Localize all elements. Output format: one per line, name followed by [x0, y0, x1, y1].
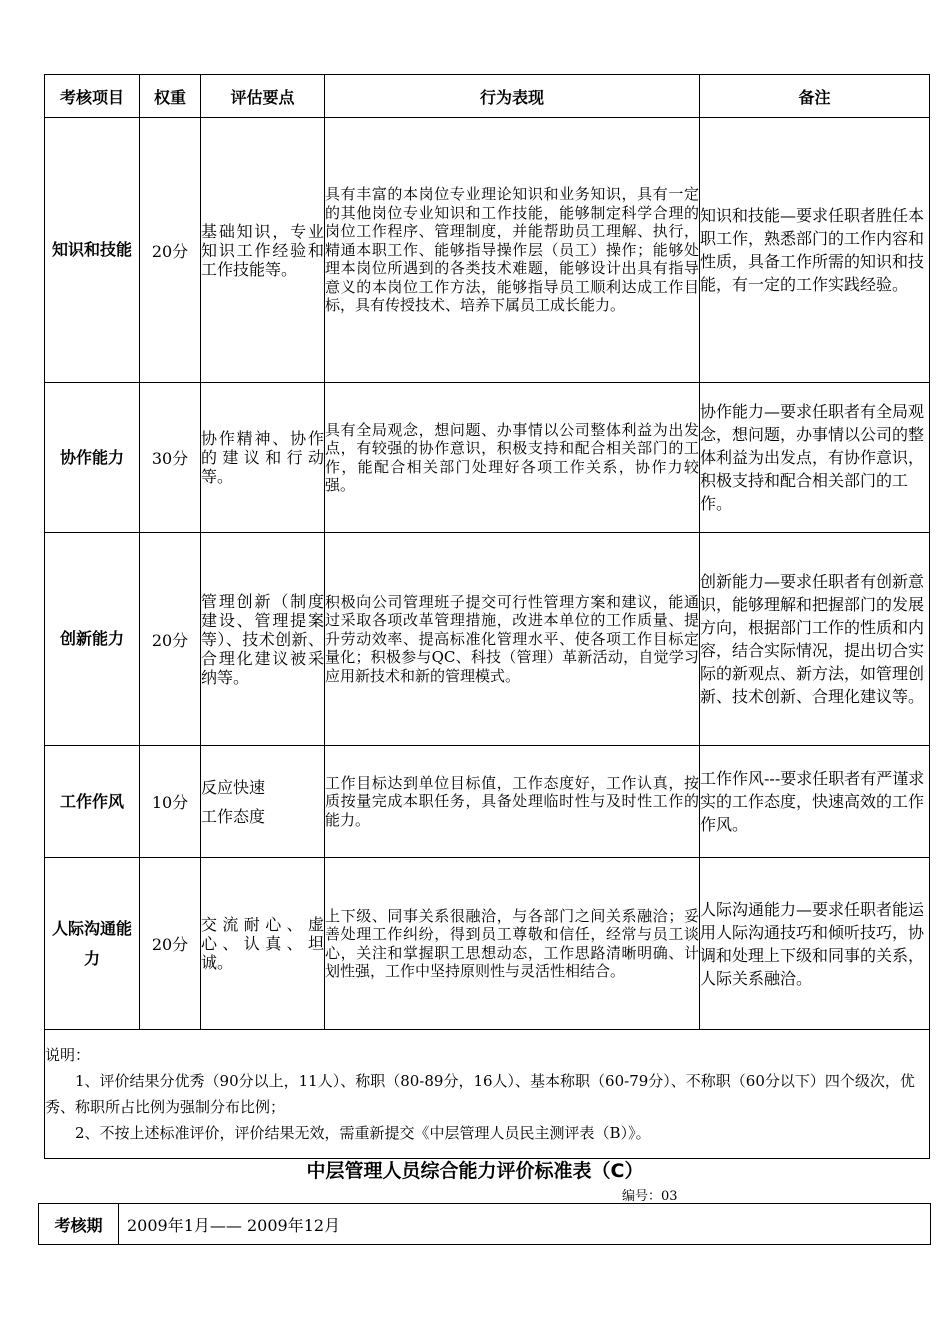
header-row: [45, 75, 930, 118]
explanation-heading: 说明：: [45, 1046, 91, 1064]
note-cell: 创新能力—要求任职者有创新意识，能够理解和把握部门的发展方向，根据部门工作的性质和内容，结合实际情况，提出切合实际的新观点、新方法，如管理创新、技术创新、合理化建议等。: [700, 533, 930, 746]
item-cell: 协作能力: [45, 383, 140, 533]
weight-cell: 20分: [140, 118, 201, 383]
item-cell: 工作作风: [45, 746, 140, 858]
weight-cell: 30分: [140, 383, 201, 533]
points-line: 工作态度: [201, 806, 266, 826]
note-cell: 工作作风---要求任职者有严谨求实的工作态度，快速高效的工作作风。: [700, 746, 930, 858]
header-note: 备注: [700, 75, 930, 118]
explanation-line-1: 1、评价结果分优秀（90分以上，11人）、称职（80-89分，16人）、基本称职（60-79分）、不称职（60分以下）四个级次，优秀、称职所占比例为强制分布比例；: [45, 1072, 915, 1116]
points-cell: [201, 746, 325, 858]
item-cell: 创新能力: [45, 533, 140, 746]
header-item: 考核项目: [45, 75, 140, 118]
page-title: 中层管理人员综合能力评价标准表（C）: [306, 1160, 644, 1182]
behavior-cell: 工作目标达到单位目标值，工作态度好，工作认真，按质按量完成本职任务，具备处理临时性与及时性工作的能力。: [325, 746, 700, 858]
weight-cell: 20分: [140, 533, 201, 746]
table-row: [45, 858, 930, 1030]
form-code: 编号：03: [622, 1189, 678, 1204]
behavior-cell: 具有全局观念，想问题、办事情以公司整体利益为出发点，有较强的协作意识，积极支持和配合相关部门的工作，能配合相关部门处理好各项工作关系，协作力较强。: [325, 383, 700, 533]
header-points: 评估要点: [201, 75, 325, 118]
period-value: 2009年1月—— 2009年12月: [119, 1204, 931, 1245]
explanation-line-2: 2、不按上述标准评价，评价结果无效，需重新提交《中层管理人员民主测评表（B）》。: [75, 1124, 651, 1142]
item-cell: 人际沟通能力: [45, 858, 140, 1030]
item-cell: 知识和技能: [45, 118, 140, 383]
points-cell: 交流耐心、虚心、认真、坦诚。: [201, 858, 325, 1030]
evaluation-table: [44, 74, 930, 1159]
explanation-cell: [45, 1030, 930, 1159]
points-cell: 管理创新（制度建设、管理提案等）、技术创新、合理化建议被采纳等。: [201, 533, 325, 746]
note-cell: 人际沟通能力—要求任职者能运用人际沟通技巧和倾听技巧，协调和处理上下级和同事的关系，人际关系融洽。: [700, 858, 930, 1030]
note-cell: 协作能力—要求任职者有全局观念，想问题，办事情以公司的整体利益为出发点，有协作意识，积极支持和配合相关部门的工作。: [700, 383, 930, 533]
points-line: 反应快速: [201, 777, 266, 797]
table-row: [45, 746, 930, 858]
header-weight: 权重: [140, 75, 201, 118]
note-cell: 知识和技能—要求任职者胜任本职工作，熟悉部门的工作内容和性质，具备工作所需的知识和技能，有一定的工作实践经验。: [700, 118, 930, 383]
period-table: [38, 1203, 931, 1245]
behavior-cell: 积极向公司管理班子提交可行性管理方案和建议，能通过采取各项改革管理措施，改进本单位的工作质量、提升劳动效率、提高标准化管理水平、使各项工作目标定量化；积极参与QC、科技（管理）革新活动，自觉学习应用新技术和新的管理模式。: [325, 533, 700, 746]
weight-cell: 20分: [140, 858, 201, 1030]
table-row: [45, 533, 930, 746]
period-row: [39, 1204, 931, 1245]
explanation-row: [45, 1030, 930, 1159]
header-behavior: 行为表现: [325, 75, 700, 118]
weight-cell: 10分: [140, 746, 201, 858]
table-row: [45, 383, 930, 533]
behavior-cell: 具有丰富的本岗位专业理论知识和业务知识，具有一定的其他岗位专业知识和工作技能，能够制定科学合理的岗位工作程序、管理制度，并能帮助员工理解、执行，精通本职工作、能够指导操作层（员工）操作；能够处理本岗位所遇到的各类技术难题，能够设计出具有指导意义的本岗位工作方法，能够指导员工顺利达成工作目标，具有传授技术、培养下属员工成长能力。: [325, 118, 700, 383]
table-row: [45, 118, 930, 383]
points-cell: 基础知识，专业知识工作经验和工作技能等。: [201, 118, 325, 383]
behavior-cell: 上下级、同事关系很融洽，与各部门之间关系融洽；妥善处理工作纠纷，得到员工尊敬和信任，经常与员工谈心，关注和掌握职工思想动态，工作思路清晰明确、计划性强，工作中坚持原则性与灵活性相结合。: [325, 858, 700, 1030]
points-cell: 协作精神、协作的建议和行动等。: [201, 383, 325, 533]
period-label: 考核期: [39, 1204, 119, 1245]
